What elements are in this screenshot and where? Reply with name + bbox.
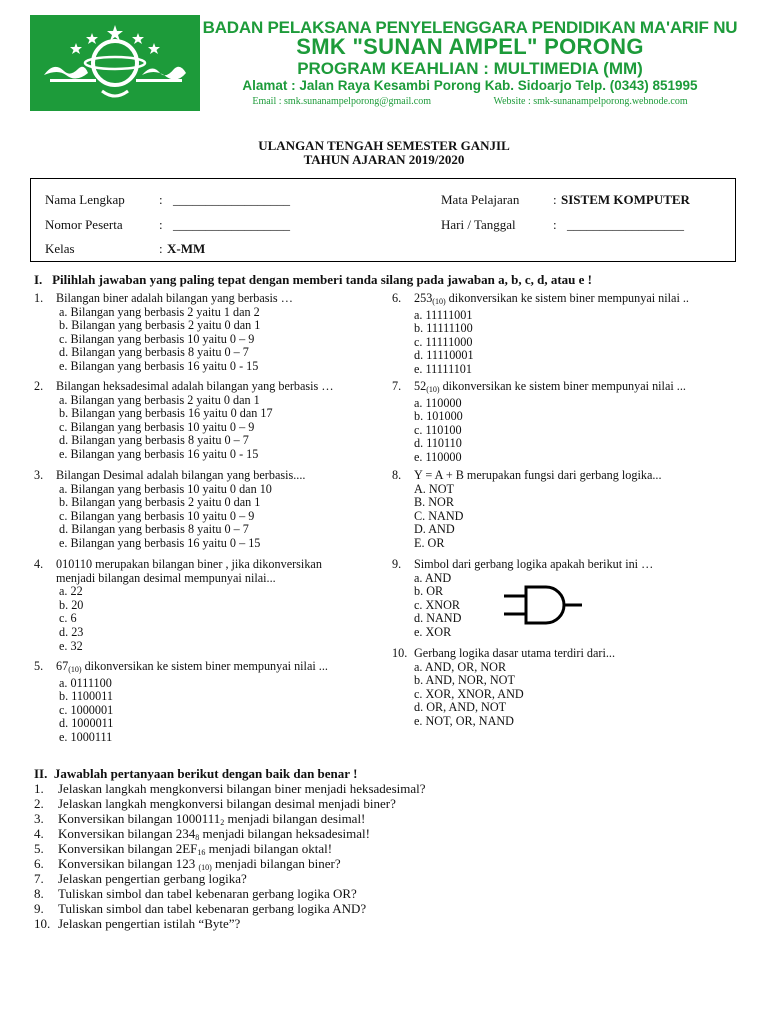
essay-question-4: 4. Konversikan bilangan $234_8$ menjadi bilangan heksadesimal! bbox=[34, 826, 370, 842]
nu-logo-icon bbox=[30, 15, 200, 111]
option[interactable]: d. Bilangan yang berbasis 8 yaitu 0 – 7 bbox=[59, 433, 249, 448]
question-1: 1. Bilangan biner adalah bilangan yang berbasis … a. Bilangan yang berbasis 2 yaitu 1 dan 2 b. Bilangan yang berbasis 2 yaitu 0 dan 1 c. Bilangan yang berbasis 10 yaitu 0 – 9 d. Bilangan yang berbasis 8 yaitu 0 – 7 e. Bilangan yang berbasis 16 yaitu 0 - 15 bbox=[34, 291, 293, 373]
question-5: 5. $67_{(10)}$ dikonversikan ke sistem biner mempunyai nilai ... a. 0111100 b. 1100011 c. 1000001 d. 1000011 e. 1000111 bbox=[34, 659, 328, 744]
option[interactable]: a. Bilangan yang berbasis 10 yaitu 0 dan 10 bbox=[59, 481, 272, 496]
option[interactable]: b. 1100011 bbox=[59, 689, 113, 704]
option[interactable]: a. Bilangan yang berbasis 2 yaitu 1 dan 2 bbox=[59, 304, 260, 319]
option[interactable]: B. NOR bbox=[414, 495, 454, 510]
school-name: SMK "SUNAN AMPEL" PORONG bbox=[296, 34, 644, 59]
option[interactable]: c. Bilangan yang berbasis 10 yaitu 0 – 9 bbox=[59, 508, 255, 523]
option[interactable]: b. 20 bbox=[59, 597, 84, 612]
subject-value: SISTEM KOMPUTER bbox=[561, 192, 690, 207]
option[interactable]: b. 101000 bbox=[414, 409, 463, 424]
option[interactable]: e. Bilangan yang berbasis 16 yaitu 0 – 15 bbox=[59, 535, 261, 550]
option[interactable]: c. 6 bbox=[59, 611, 77, 626]
question-8: 8. Y = A + B merupakan fungsi dari gerbang logika... A. NOT B. NOR C. NAND D. AND E. OR bbox=[392, 468, 662, 550]
essay-question-6: 6. Konversikan bilangan 123 $_{(10)}$ menjadi bilangan biner? bbox=[34, 856, 341, 872]
essay-question-8: 8. Tuliskan simbol dan tabel kebenaran gerbang logika OR? bbox=[34, 886, 357, 901]
class-value: X-MM bbox=[167, 241, 206, 256]
option[interactable]: A. NOT bbox=[414, 481, 454, 496]
option[interactable]: c. XNOR bbox=[414, 597, 461, 612]
section2-heading: II. Jawablah pertanyaan berikut dengan baik dan benar ! bbox=[34, 766, 358, 781]
option[interactable]: d. 11110001 bbox=[414, 348, 474, 363]
website-text: Website : smk-sunanampelporong.webnode.com bbox=[493, 96, 688, 107]
name-field[interactable]: __________________ bbox=[173, 192, 290, 207]
option[interactable]: d. NAND bbox=[414, 611, 462, 626]
option[interactable]: a. 110000 bbox=[414, 395, 462, 410]
question-2: 2. Bilangan heksadesimal adalah bilangan yang berbasis … a. Bilangan yang berbasis 2 yaitu 0 dan 1 b. Bilangan yang berbasis 16 yaitu 0 dan 17 c. Bilangan yang berbasis 10 yaitu 0 – 9 d. Bilangan yang berbasis 8 yaitu 0 – 7 e. Bilangan yang berbasis 16 yaitu 0 - 15 bbox=[34, 379, 334, 461]
academic-year: TAHUN AJARAN 2019/2020 bbox=[303, 152, 465, 167]
question-3: 3. Bilangan Desimal adalah bilangan yang berbasis.... a. Bilangan yang berbasis 10 yaitu 0 dan 10 b. Bilangan yang berbasis 2 yaitu 0 dan 1 c. Bilangan yang berbasis 10 yaitu 0 – 9 d. Bilangan yang berbasis 8 yaitu 0 – 7 e. Bilangan yang berbasis 16 yaitu 0 – 15 bbox=[34, 468, 306, 550]
essay-question-5: 5. Konversikan bilangan $2EF_{16}$ menjadi bilangan oktal! bbox=[34, 841, 333, 857]
option[interactable]: e. 32 bbox=[59, 638, 83, 653]
option[interactable]: b. Bilangan yang berbasis 2 yaitu 0 dan 1 bbox=[59, 318, 261, 333]
option[interactable]: e. XOR bbox=[414, 624, 452, 639]
option[interactable]: e. 110000 bbox=[414, 449, 462, 464]
program-name: PROGRAM KEAHLIAN : MULTIMEDIA (MM) bbox=[297, 59, 643, 78]
option[interactable]: d. 1000011 bbox=[59, 716, 114, 731]
option[interactable]: e. Bilangan yang berbasis 16 yaitu 0 - 15 bbox=[59, 358, 259, 373]
school-address: Alamat : Jalan Raya Kesambi Porong Kab. Sidoarjo Telp. (0343) 851995 bbox=[242, 78, 698, 93]
contact-line bbox=[200, 96, 740, 107]
option[interactable]: d. Bilangan yang berbasis 8 yaitu 0 – 7 bbox=[59, 522, 249, 537]
option[interactable]: c. 11111000 bbox=[414, 334, 473, 349]
essay-question-3: 3. Konversikan bilangan $1000111_2$ menjadi bilangan desimal! bbox=[34, 811, 366, 827]
question-6: 6. $253_{(10)}$ dikonversikan ke sistem biner mempunyai nilai .. a. 11111001 b. 11111100 c. 11111000 d. 11110001 e. 11111101 bbox=[392, 291, 689, 376]
option[interactable]: e. Bilangan yang berbasis 16 yaitu 0 - 15 bbox=[59, 446, 259, 461]
option[interactable]: a. 0111100 bbox=[59, 675, 112, 690]
option[interactable]: d. OR, AND, NOT bbox=[414, 700, 507, 715]
option[interactable]: D. AND bbox=[414, 522, 455, 537]
option[interactable]: c. 1000001 bbox=[59, 702, 114, 717]
option[interactable]: b. AND, NOR, NOT bbox=[414, 673, 515, 688]
option[interactable]: E. OR bbox=[414, 535, 445, 550]
option[interactable]: a. AND bbox=[414, 570, 452, 585]
option[interactable]: d. 110110 bbox=[414, 436, 462, 451]
exam-title: ULANGAN TENGAH SEMESTER GANJIL bbox=[258, 138, 510, 153]
question-10: 10. Gerbang logika dasar utama terdiri dari... a. AND, OR, NOR b. AND, NOR, NOT c. XOR, XNOR, AND d. OR, AND, NOT e. NOT, OR, NAND bbox=[392, 646, 616, 728]
option[interactable]: C. NAND bbox=[414, 508, 464, 523]
number-field[interactable]: __________________ bbox=[173, 217, 290, 232]
number-label: Nomor Peserta bbox=[45, 217, 123, 232]
email-text: Email : smk.sunanampelporong@gmail.com bbox=[252, 96, 431, 107]
option[interactable]: c. Bilangan yang berbasis 10 yaitu 0 – 9 bbox=[59, 331, 255, 346]
org-name: BADAN PELAKSANA PENYELENGGARA PENDIDIKAN MA'ARIF NU bbox=[202, 18, 738, 37]
subject-label: Mata Pelajaran bbox=[441, 192, 520, 207]
option[interactable]: b. Bilangan yang berbasis 2 yaitu 0 dan 1 bbox=[59, 495, 261, 510]
option[interactable]: e. NOT, OR, NAND bbox=[414, 713, 514, 728]
option[interactable]: d. Bilangan yang berbasis 8 yaitu 0 – 7 bbox=[59, 345, 249, 360]
question-9: 9. Simbol dari gerbang logika apakah berikut ini … a. AND b. OR c. XNOR d. NAND e. XOR bbox=[392, 557, 654, 639]
day-field[interactable]: __________________ bbox=[567, 217, 684, 232]
option[interactable]: e. 1000111 bbox=[59, 729, 113, 744]
question-4: 4. 010110 merupakan bilangan biner , jika dikonversikan menjadi bilangan desimal mempunyai nilai... a. 22 b. 20 c. 6 d. 23 e. 32 bbox=[34, 557, 322, 653]
option[interactable]: d. 23 bbox=[59, 624, 84, 639]
option[interactable]: b. OR bbox=[414, 584, 444, 599]
essay-question-7: 7. Jelaskan pengertian gerbang logika? bbox=[34, 871, 247, 886]
option[interactable]: b. Bilangan yang berbasis 16 yaitu 0 dan 17 bbox=[59, 406, 273, 421]
option[interactable]: c. XOR, XNOR, AND bbox=[414, 686, 524, 701]
option[interactable]: c. 110100 bbox=[414, 422, 462, 437]
class-label: Kelas bbox=[45, 241, 75, 256]
option[interactable]: e. 11111101 bbox=[414, 361, 472, 376]
option[interactable]: b. 11111100 bbox=[414, 321, 473, 336]
school-logo bbox=[30, 15, 200, 111]
and-gate-icon bbox=[504, 584, 582, 626]
section1-heading: I. Pilihlah jawaban yang paling tepat dengan memberi tanda silang pada jawaban a, b, c, d, atau e ! bbox=[34, 272, 593, 287]
essay-question-2: 2. Jelaskan langkah mengkonversi bilangan desimal menjadi biner? bbox=[34, 796, 396, 811]
essay-question-1: 1. Jelaskan langkah mengkonversi bilangan biner menjadi heksadesimal? bbox=[34, 781, 426, 796]
essay-question-10: 10. Jelaskan pengertian istilah “Byte”? bbox=[34, 916, 241, 931]
option[interactable]: a. Bilangan yang berbasis 2 yaitu 0 dan 1 bbox=[59, 392, 260, 407]
option[interactable]: c. Bilangan yang berbasis 10 yaitu 0 – 9 bbox=[59, 419, 255, 434]
option[interactable]: a. 11111001 bbox=[414, 307, 473, 322]
identity-box: Nama Lengkap : __________________ Nomor Peserta : __________________ Kelas : X-MM Mata Pelajaran : SISTEM KOMPUTER Hari / Tanggal : __________________ bbox=[30, 178, 736, 262]
day-label: Hari / Tanggal bbox=[441, 217, 516, 232]
essay-question-9: 9. Tuliskan simbol dan tabel kebenaran gerbang logika AND? bbox=[34, 901, 367, 916]
question-7: 7. $52_{(10)}$ dikonversikan ke sistem biner mempunyai nilai ... a. 110000 b. 101000 c. 110100 d. 110110 e. 110000 bbox=[392, 379, 686, 464]
option[interactable]: a. 22 bbox=[59, 584, 83, 599]
option[interactable]: a. AND, OR, NOR bbox=[414, 659, 507, 674]
name-label: Nama Lengkap bbox=[45, 192, 125, 207]
